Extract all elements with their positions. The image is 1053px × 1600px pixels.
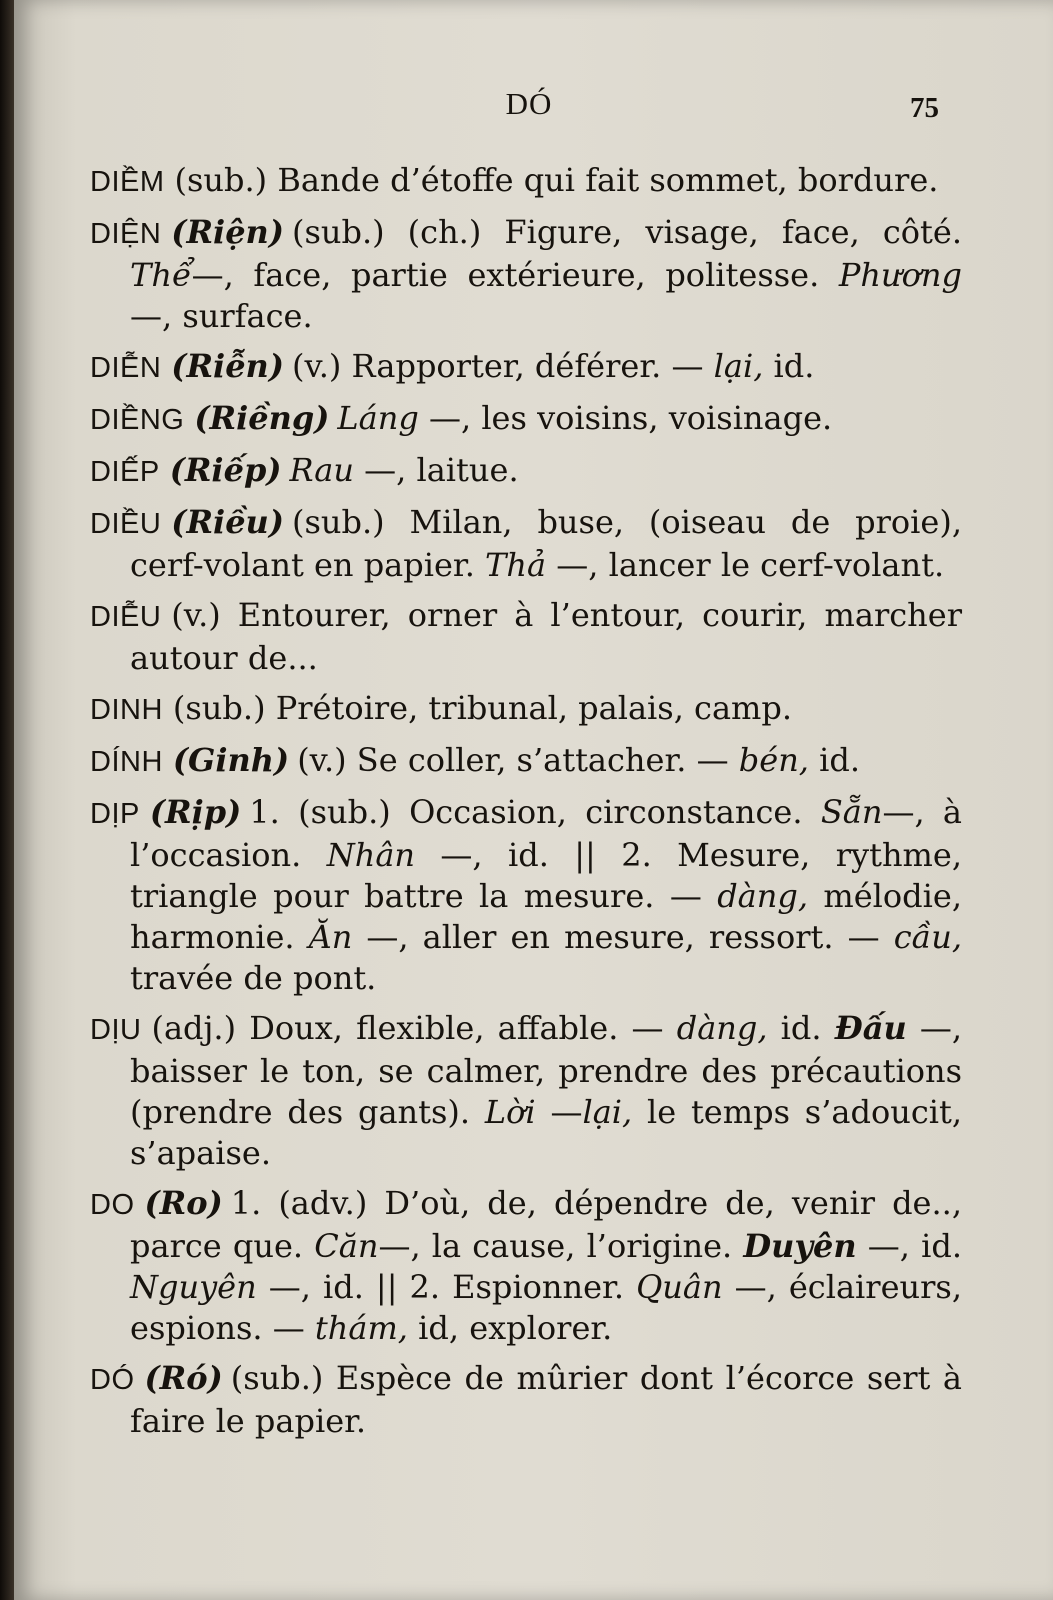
entry-example-term: dàng, [717,877,809,915]
page-number: 75 [910,92,939,124]
entry-headword: DIỀNG [90,404,185,436]
dictionary-entry [90,212,962,337]
entry-text: mélodie, harmonie. [130,877,962,956]
entry-text: 1. (adv.) D’où, de, dépendre de, venir de.., parce que. [130,1184,962,1265]
entry-text: —, éclaireurs, espions. — [130,1268,963,1347]
entry-text: (v.) Se coller, s’attacher. — [297,741,739,779]
dictionary-entry [90,450,962,493]
entry-text: (v.) Rapporter, déférer. — [291,347,714,385]
dictionary-entry [90,1358,962,1442]
entry-text: —, surface. [130,297,313,335]
entry-example-term: Láng [337,399,419,437]
entry-text: 1. (sub.) Occasion, circonstance. [249,793,821,831]
entry-example-term: Nhân [326,836,415,874]
entry-headword: DIỀU [90,508,162,540]
entry-example-term: Lời [484,1093,536,1131]
entry-text: (sub.) Bande d’étoffe qui fait sommet, bordure. [174,161,939,199]
entry-example-term: dàng, [676,1009,768,1047]
running-head: DÓ [505,86,553,121]
dictionary-entry [90,688,962,731]
entry-text: —, laitue. [353,451,519,489]
entry-text: —, aller en mesure, ressort. — [352,918,894,956]
entry-headword: DINH [90,694,163,726]
dictionary-entry [90,160,962,203]
entry-text: —, id. || 2. Espionner. [256,1268,637,1306]
entry-text: le temps s’adoucit, s’apaise. [130,1093,963,1172]
dictionary-entry [90,1183,962,1349]
dictionary-entry [90,792,962,999]
entry-text: id, explorer. [407,1309,613,1347]
entry-example-term: Ăn [308,918,353,956]
entry-headword: DIỄN [90,352,162,384]
dictionary-entry [90,740,962,783]
entry-text: (adj.) Doux, flexible, affable. — [151,1009,677,1047]
entry-headword: DIỆN [90,218,162,250]
entry-headword: DIẾP [90,456,160,488]
entry-variant: (Riện) [171,213,284,251]
entry-headword: DỊP [90,798,140,830]
entry-headword: DỊU [90,1014,142,1046]
entry-text: — [535,1093,583,1131]
entry-text: —, lancer le cerf-volant. [546,546,945,584]
dictionary-entry [90,502,962,586]
entry-variant: (Riều) [171,503,284,541]
entry-text: —, les voisins, voisinage. [418,399,833,437]
entry-example-term: bén, [738,741,809,779]
entry-example-term: Phương [838,256,962,294]
entry-headword: DIỀM [90,166,165,198]
entry-variant: (Riễn) [171,347,284,385]
entry-example-term: Thể [130,256,192,294]
entry-variant: (Ro) [144,1184,223,1222]
entry-headword: DÓ [90,1364,135,1396]
entry-text: (v.) Entourer, orner à l’entour, courir, marcher autour de... [130,596,962,677]
entry-example-term: cầu, [893,918,963,956]
entry-text: (sub.) Milan, buse, (oiseau de proie), cerf-volant en papier. [130,503,962,584]
entry-example-term: lại, [713,347,764,385]
entry-text: —, face, partie extérieure, politesse. [191,256,839,294]
entry-example-term: Sẵn [820,793,883,831]
entry-text: id. [767,1009,835,1047]
entry-headword: DIỄU [90,601,162,633]
entry-text: id. [808,741,861,779]
entry-example-term: Nguyên [130,1268,257,1306]
entry-text: —, à l’occasion. [130,793,963,874]
entry-text: —, id. || 2. Mesure, rythme, triangle pour battre la mesure. — [130,836,963,915]
entry-headword: DO [90,1189,135,1221]
entry-text: (sub.) Espèce de mûrier dont l’écorce sert à faire le papier. [130,1359,962,1440]
entry-text: —, la cause, l’origine. [378,1227,744,1265]
entry-example-term: Duyên [743,1227,857,1265]
dictionary-entry [90,398,962,441]
dictionary-entries [90,160,962,1451]
entry-variant: (Ró) [144,1359,223,1397]
entry-example-term: Thả [485,546,547,584]
entry-text: id. [763,347,815,385]
entry-variant: (Riếp) [169,451,282,489]
dictionary-entry [90,1008,962,1174]
book-spine-shadow [0,0,14,1600]
entry-example-term: Đấu [834,1009,907,1047]
entry-example-term: lại, [582,1093,633,1131]
book-page [14,0,1053,1600]
entry-headword: DÍNH [90,746,163,778]
entry-variant: (Riềng) [194,399,330,437]
entry-example-term: Căn [314,1227,379,1265]
entry-example-term: thám, [314,1309,408,1347]
entry-text: —, id. [856,1227,963,1265]
entry-text: —, baisser le ton, se calmer, prendre des précautions (prendre des gants). [130,1009,963,1131]
entry-text: (sub.) Prétoire, tribunal, palais, camp. [172,689,793,727]
entry-text: travée de pont. [130,959,377,997]
dictionary-entry [90,346,962,389]
entry-example-term: Quân [636,1268,723,1306]
entry-variant: (Ginh) [172,741,290,779]
entry-variant: (Rịp) [149,793,242,831]
dictionary-entry [90,595,962,679]
entry-example-term: Rau [289,451,354,489]
entry-text: (sub.) (ch.) Figure, visage, face, côté. [291,213,962,251]
